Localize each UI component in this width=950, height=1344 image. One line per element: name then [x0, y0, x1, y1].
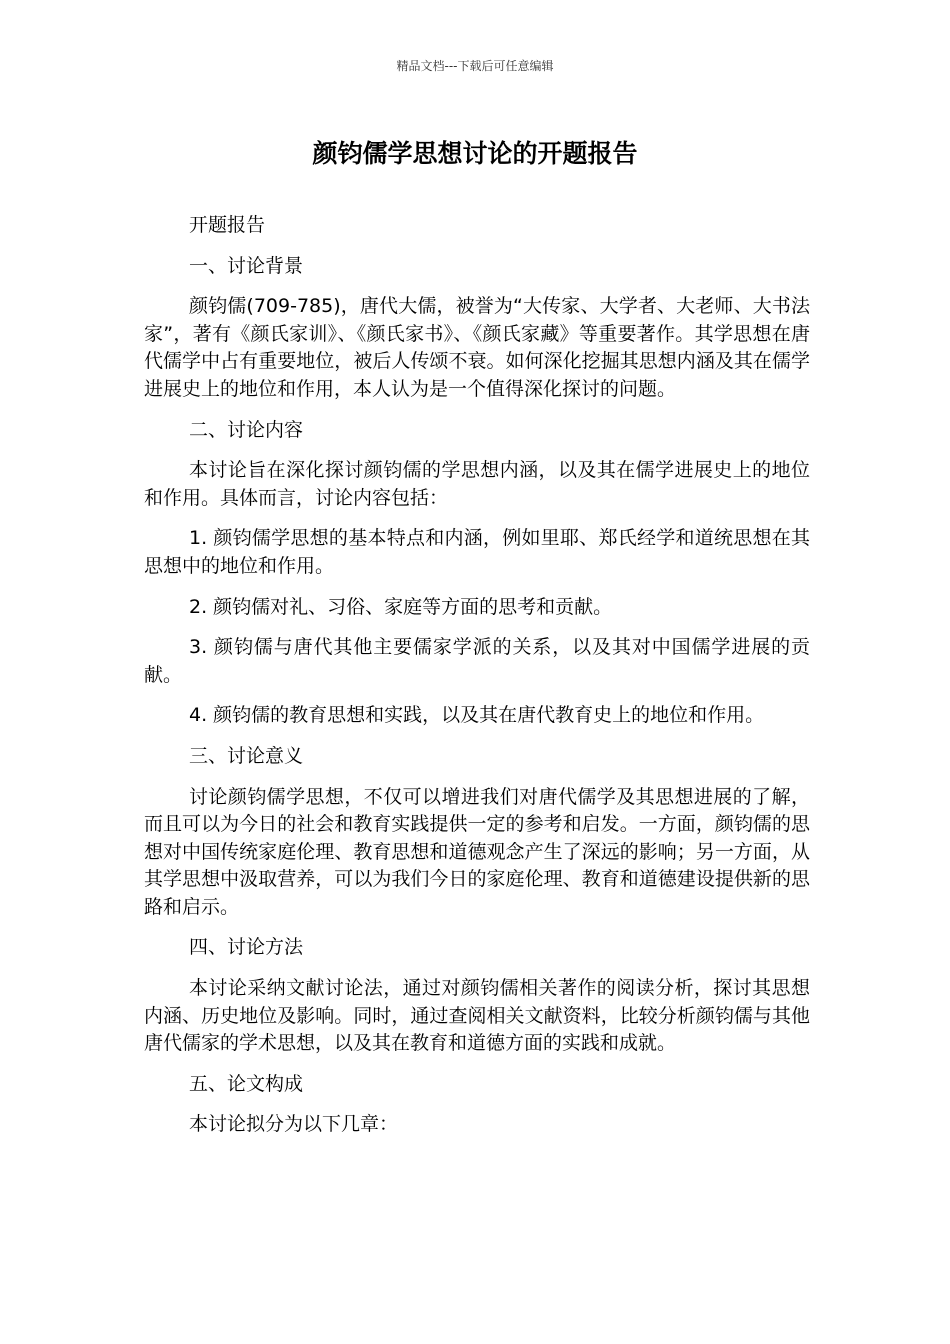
- header-note: 精品文档---下载后可任意编辑: [396, 59, 554, 73]
- list-item: 2. 颜钧儒对礼、习俗、家庭等方面的思考和贡献。: [189, 595, 613, 618]
- section-heading: 五、论文构成: [189, 1072, 304, 1095]
- document-body: [144, 212, 810, 1152]
- section-heading: 一、讨论背景: [189, 254, 304, 277]
- paragraph: 颜钧儒(709-785)，唐代大儒，被誉为“大传家、大学者、大老师、大书法家”，著有《颜氏家训》、《颜氏家书》、《颜氏家藏》等重要著作。其学思想在唐代儒学中占有重要地位，被后人传颂不衰。如何深化挖掘其思想内涵及其在儒学进展史上的地位和作用，本人认为是一个值得深化探讨的问题。: [144, 295, 810, 400]
- list-item: 4. 颜钧儒的教育思想和实践，以及其在唐代教育史上的地位和作用。: [189, 704, 765, 727]
- paragraph: 本讨论拟分为以下几章：: [189, 1113, 399, 1136]
- paragraph: 本讨论旨在深化探讨颜钧儒的学思想内涵，以及其在儒学进展史上的地位和作用。具体而言，讨论内容包括：: [144, 459, 810, 509]
- section-heading: 四、讨论方法: [189, 936, 304, 959]
- paragraph: 本讨论采纳文献讨论法，通过对颜钧儒相关著作的阅读分析，探讨其思想内涵、历史地位及影响。同时，通过查阅相关文献资料，比较分析颜钧儒与其他唐代儒家的学术思想，以及其在教育和道德方面的实践和成就。: [144, 977, 810, 1055]
- list-item: 1. 颜钧儒学思想的基本特点和内涵，例如里耶、郑氏经学和道统思想在其思想中的地位和作用。: [144, 527, 810, 577]
- section-heading: 三、讨论意义: [189, 744, 304, 767]
- document-title: 颜钧儒学思想讨论的开题报告: [312, 139, 638, 168]
- list-item: 3. 颜钧儒与唐代其他主要儒家学派的关系，以及其对中国儒学进展的贡献。: [144, 636, 810, 686]
- section-label: 开题报告: [189, 214, 266, 236]
- section-heading: 二、讨论内容: [189, 418, 304, 441]
- paragraph: 讨论颜钧儒学思想，不仅可以增进我们对唐代儒学及其思想进展的了解，而且可以为今日的社会和教育实践提供一定的参考和启发。一方面，颜钧儒的思想对中国传统家庭伦理、教育思想和道德观念产生了深远的影响；另一方面，从其学思想中汲取营养，可以为我们今日的家庭伦理、教育和道德建设提供新的思路和启示。: [144, 785, 810, 918]
